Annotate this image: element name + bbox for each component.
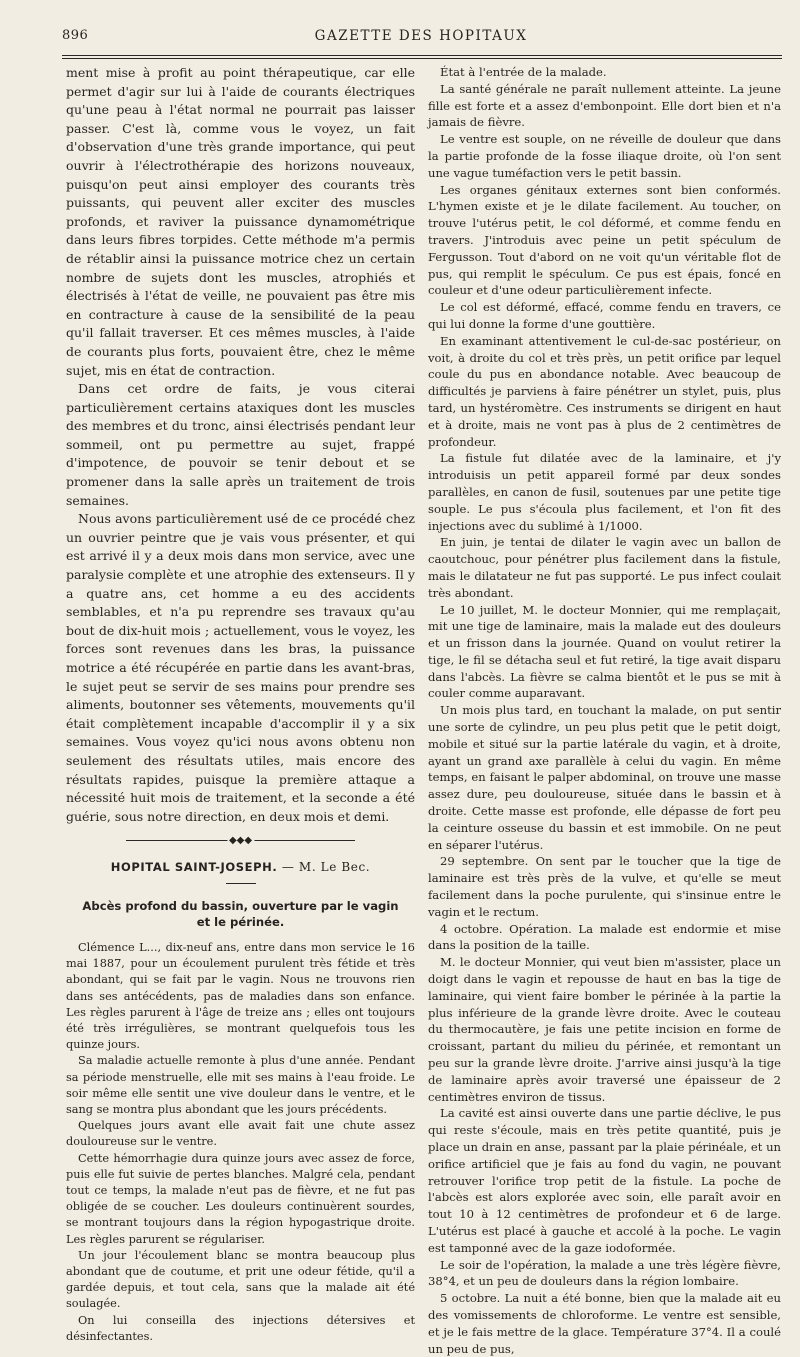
case-paragraph: On lui conseilla des injections détersives et désinfectantes. [66,1313,415,1343]
case-paragraph: Un jour l'écoulement blanc se montra beaucoup plus abondant que de coutume, et prit une odeur fétide, qu'il a gardée depuis, et tout cela, sans que la malade ait été soulagée. [66,1248,415,1311]
paragraph: Dans cet ordre de faits, je vous citerai particulièrement certains ataxiques dont les muscles des membres et du tronc, ainsi électrisés pendant leur sommeil, ont pu permettre au sujet, frappé d'impotence, de pouvoir se tenir debout et se promener dans la salle après un traitement de trois semaines. [66,381,415,508]
case-title-line: et le périnée. [196,914,285,929]
paragraph: 5 octobre. La nuit a été bonne, bien que la malade ait eu des vomissements de chloroforme. Le ventre est sensible, et je le fais mettre de la glace. Température 37°4. Il a coulé un peu de pus, [428,1291,781,1356]
paragraph: Le ventre est souple, on ne réveille de douleur que dans la partie profonde de la fosse iliaque droite, où l'on sent une vague tuméfaction vers le petit bassin. [428,132,781,180]
short-rule [226,883,256,884]
header-rule [62,55,782,56]
left-column [66,64,415,1345]
paragraph: M. le docteur Monnier, qui veut bien m'assister, place un doigt dans le vagin et repousse de haut en bas la tige de laminaire, qui vient faire bomber le périnée à la partie la plus inférieure de la grande lèvre droite. Avec le couteau du thermocautère, je fais une petite incision en forme de croissant, partant du milieu du périnée, et remontant un peu sur la grande lèvre droite. J'arrive ainsi jusqu'à la tige de laminaire après avoir traversé une épaisseur de 2 centimètres environ de tissus. [428,955,781,1104]
paragraph: Les organes génitaux externes sont bien conformés. L'hymen existe et je le dilate facilement. Au toucher, on trouve l'utérus petit, le col déformé, et comme fendu en travers. J'introduis avec peine un petit spéculum de Fergusson. Tout d'abord on ne voit qu'un véritable flot de pus, qui remplit le spéculum. Ce pus est épais, foncé en couleur et d'une odeur particulièrement infecte. [428,182,781,298]
paragraph: En juin, je tentai de dilater le vagin avec un ballon de caoutchouc, pour pénétrer plus facilement dans la fistule, mais le dilatateur ne fut pas supporté. Le pus infect coulait très abondant. [428,535,781,600]
case-paragraph: Clémence L..., dix-neuf ans, entre dans mon service le 16 mai 1887, pour un écoulement purulent très fétide et très abondant, qui se fait par le vagin. Nous ne trouvons rien dans ses antécédents, pas de maladies dans son enfance. Les règles parurent à l'âge de treize ans ; elles ont toujours été très irrégulières, se montrant quelquefois tous les quinze jours. [66,940,415,1052]
case-title [66,898,415,930]
hospital-heading [66,858,415,877]
case-paragraph: Cette hémorrhagie dura quinze jours avec assez de force, puis elle fut suivie de pertes blanches. Malgré cela, pendant tout ce temps, la malade n'eut pas de fièvre, et ne fut pas obligée de se coucher. Les douleurs continuèrent sourdes, se montrant toujours dans la région hypogastrique droite. Les règles parurent se régulariser. [66,1151,415,1246]
ornament-icon: ◆◆◆ [228,835,253,847]
paragraph: État à l'entrée de la malade. [440,65,607,79]
paragraph: En examinant attentivement le cul-de-sac postérieur, on voit, à droite du col et très près, un petit orifice par lequel coule du pus en abondance notable. Avec beaucoup de difficultés je parviens à faire pénétrer un stylet, puis, plus tard, un hystéromètre. Ces instruments se dirigent en haut et à droite, mais ne vont pas à plus de 2 centimètres de profondeur. [428,333,781,449]
paragraph: 29 septembre. On sent par le toucher que la tige de laminaire est très près de la vulve, et qu'elle se meut facilement dans la poche purulente, qui s'insinue entre le vagin et le rectum. [428,854,781,919]
paragraph: Nous avons particulièrement usé de ce procédé chez un ouvrier peintre que je vais vous présenter, et qui est arrivé il y a deux mois dans mon service, avec une paralysie complète et une atrophie des extenseurs. Il y a quatre ans, cet homme a eu des accidents semblables, et n'a pu reprendre ses travaux qu'au bout de dix-huit mois ; actuellement, vous le voyez, les forces sont revenues dans les bras, la puissance motrice a été récupérée en partie dans les avant-bras, le sujet peut se servir de ses mains pour prendre ses aliments, boutonner ses vêtements, mouvements qu'il était complètement incapable d'accomplir il y a six semaines. Vous voyez qu'ici nous avons obtenu non seulement des résultats utiles, mais encore des résultats rapides, puisque la première attaque a nécessité huit mois de traitement, et la seconde a été guérie, sous notre direction, en deux mois et demi. [66,511,415,824]
case-paragraph: Quelques jours avant elle avait fait une chute assez douloureuse sur le ventre. [66,1119,415,1149]
page-number: 896 [62,28,89,43]
paragraph: Le col est déformé, effacé, comme fendu en travers, ce qui lui donne la forme d'une gouttière. [428,300,781,331]
right-column [428,64,781,1357]
hospital-author: — M. Le Bec. [281,860,371,875]
case-paragraph: Sa maladie actuelle remonte à plus d'une année. Pendant sa période menstruelle, elle mit ses mains à l'eau froide. Le soir même elle sentit une vive douleur dans le ventre, et le sang se montra plus abondant que les jours précédents. [66,1054,415,1116]
paragraph: Un mois plus tard, en touchant la malade, on put sentir une sorte de cylindre, un peu plus petit que le petit doigt, mobile et situé sur la partie latérale du vagin, et à droite, ayant un grand axe parallèle à celui du vagin. En même temps, en faisant le palper abdominal, on trouve une masse assez dure, peu douloureuse, située dans le bassin et à droite. Cette masse est profonde, elle dépasse de fort peu la ceinture osseuse du bassin et est immobile. On ne peut en séparer l'utérus. [428,703,781,852]
section-divider-ornament [66,836,415,846]
paragraph: 4 octobre. Opération. La malade est endormie et mise dans la position de la taille. [428,921,781,953]
paragraph: Le 10 juillet, M. le docteur Monnier, qui me remplaçait, mit une tige de laminaire, mais la malade eut des douleurs et un frisson dans la journée. Quand on voulut retirer la tige, le fil se détacha seul et fut retiré, la tige avait disparu dans l'abcès. La fièvre se calma bientôt et le pus se mit à couler comme auparavant. [428,602,781,701]
paragraph: Le soir de l'opération, la malade a une très légère fièvre, 38°4, et un peu de douleurs dans la région lombaire. [428,1257,781,1289]
paragraph: ment mise à profit au point thérapeutique, car elle permet d'agir sur lui à l'aide de courants électriques qu'une peau à l'état normal ne pourrait pas laisser passer. C'est là, comme vous le voyez, un fait d'observation d'une très grande importance, qui peut ouvrir à l'électrothérapie des horizons nouveaux, puisqu'on peut ainsi employer des courants très puissants, qui peuvent aller exciter des muscles profonds, et raviver la puissance dynamométrique dans leurs fibres torpides. Cette méthode m'a permis de rétablir ainsi la puissance motrice chez un certain nombre de sujets dont les muscles, atrophiés et électrisés à l'état de veille, ne pouvaient pas être mis en contracture à cause de la sensibilité de la peau qu'il fallait traverser. Et ces mêmes muscles, à l'aide de courants plus forts, pouvaient être, chez le même sujet, mis en état de contraction. [66,65,415,378]
paragraph: La santé générale ne paraît nullement atteinte. La jeune fille est forte et a assez d'embonpoint. Elle dort bien et n'a jamais de fièvre. [428,81,781,130]
paragraph: La cavité est ainsi ouverte dans une partie déclive, le pus qui reste s'écoule, mais en très petite quantité, puis je place un drain en anse, passant par la plaie périnéale, et un orifice artificiel que je fais au fond du vagin, ne pouvant retrouver l'orifice trop petit de la fistule. La poche de l'abcès est alors explorée avec soin, elle paraît avoir en tout 10 à 12 centimètres de profondeur et 6 de large. L'utérus est placé à gauche et accolé à la poche. Le vagin est tamponné avec de la gaze iodoformée. [428,1106,781,1255]
paragraph: La fistule fut dilatée avec de la laminaire, et j'y introduisis un petit appareil formé par deux sondes parallèles, en canon de fusil, soutenues par une petite tige souple. Le pus s'écoula plus facilement, et l'on fit des injections avec du sublimé à 1/1000. [428,451,781,533]
page-header [62,28,780,52]
case-title-line: Abcès profond du bassin, ouverture par le vagin [82,898,399,913]
journal-title: GAZETTE DES HOPITAUX [314,28,528,44]
hospital-name: HOPITAL SAINT-JOSEPH. [110,860,278,875]
header-rule-double [62,58,782,59]
